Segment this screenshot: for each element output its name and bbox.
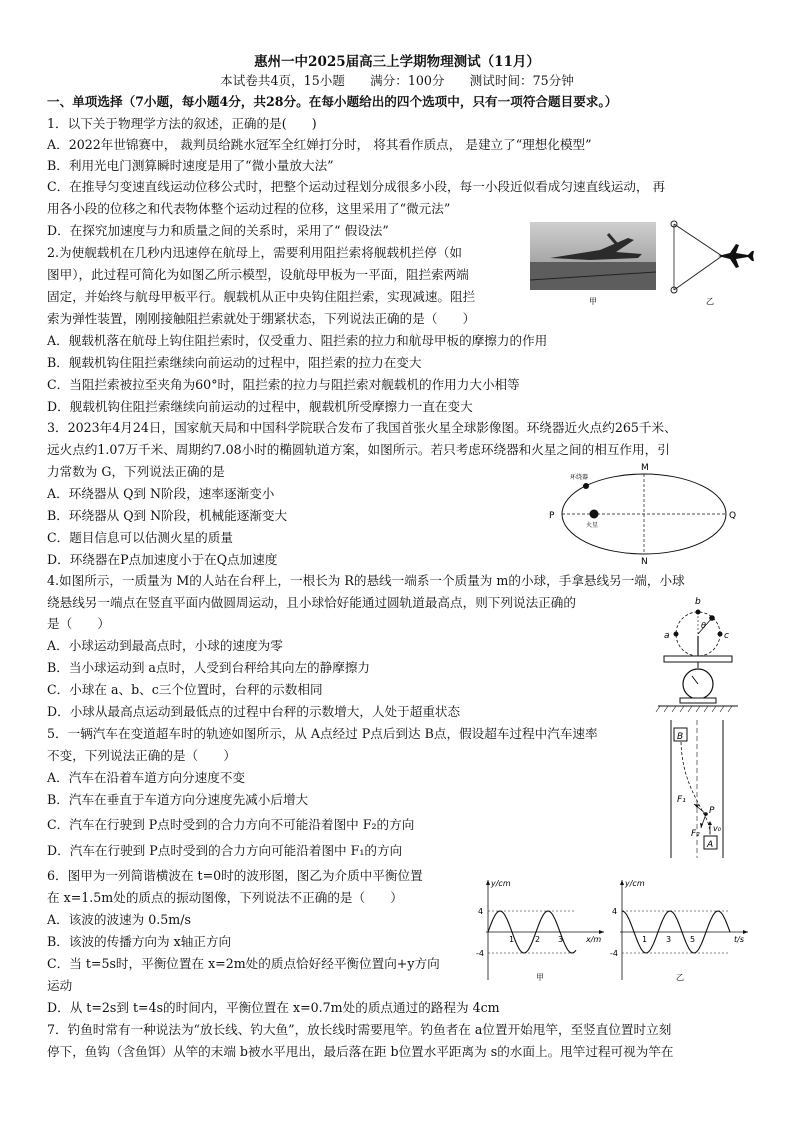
q6-option-c: C．当 t=5s时，平衡位置在 x=2m处的质点恰好经平衡位置向+y方向 <box>47 956 440 971</box>
ground-hatch <box>656 706 732 712</box>
q7-stem-1: 7．钓鱼时常有一种说法为“放长线、钓大鱼”，放长线时需要甩竿。钓鱼者在 a位置开始甩竿，至竖直位置时立刻 <box>47 1022 672 1037</box>
y-tick-neg: -4 <box>476 949 484 958</box>
x-tick-1: 1 <box>509 935 515 944</box>
label-A: A <box>707 840 714 850</box>
y-tick-neg: -4 <box>610 949 618 958</box>
label-P: P <box>709 806 715 816</box>
q6-option-b: B．该波的传播方向为 x轴正方向 <box>47 934 232 949</box>
y-axis-arrow <box>620 880 624 885</box>
q4-stem-3: 是（ ） <box>47 616 110 631</box>
q6-wave-svg <box>476 874 610 986</box>
x-tick-3: 3 <box>558 935 564 944</box>
label-B: B <box>677 732 684 742</box>
page-title: 惠州一中2025届高三上学期物理测试（11月） <box>254 54 540 70</box>
q3-option-d: D．环绕器在P点加速度小于在Q点加速度 <box>47 552 278 567</box>
q2-label-jia: 甲 <box>589 297 597 306</box>
q4-option-b: B．当小球运动到 a点时，人受到台秤给其向左的静摩擦力 <box>47 660 371 675</box>
orbiter-icon <box>583 483 589 489</box>
q3-orbit-svg <box>540 460 740 566</box>
q1-option-a: A．2022年世锦赛中， 裁判员给跳水冠军全红婵打分时， 将其看作质点， 是建立了“理想化模型” <box>47 137 592 152</box>
label-theta: θ <box>701 621 706 630</box>
q2-option-d: D．舰载机钩住阻拦索继续向前运动的过程中，舰载机所受摩擦力一直在变大 <box>47 399 473 414</box>
q4-option-a: A．小球运动到最高点时，小球的速度为零 <box>47 638 283 653</box>
ylabel: y/cm <box>491 879 511 888</box>
mars-label: 火星 <box>586 522 599 529</box>
q3-stem-3: 力常数为 G，下列说法正确的是 <box>47 464 225 479</box>
q1-option-b: B．利用光电门测算瞬时速度是用了“微小量放大法” <box>47 158 334 173</box>
q3-option-a: A．环绕器从 Q到 N阶段，速率逐渐变小 <box>47 486 275 501</box>
scale-base <box>680 698 716 703</box>
ylabel: y/cm <box>625 879 645 888</box>
q5-stem-1: 5．一辆汽车在变道超车时的轨迹如图所示，从 A点经过 P点后到达 B点，假设超车过程中汽车速率 <box>47 726 598 741</box>
q2-option-b: B．舰载机钩住阻拦索继续向前运动的过程中，阻拦索的拉力在变大 <box>47 355 422 370</box>
label-F2: F₂ <box>691 829 700 839</box>
label-yi: 乙 <box>676 973 684 982</box>
label-b: b <box>695 597 701 607</box>
t-tick-3: 3 <box>666 935 672 944</box>
cable-lower <box>674 256 722 290</box>
q5-option-c: C．汽车在行驶到 P点时受到的合力方向不可能沿着图中 F₂的方向 <box>47 817 415 832</box>
q6-vibration-graph <box>612 874 752 986</box>
q1-option-c-cont: 用各小段的位移之和代表物体整个运动过程的位移，这里采用了“微元法” <box>47 201 451 216</box>
q1-stem: 1．以下关于物理学方法的叙述，正确的是( ) <box>47 116 317 131</box>
y-tick-pos: 4 <box>612 907 618 916</box>
q4-figure-svg <box>652 596 744 716</box>
jet-silhouette-icon <box>718 244 754 268</box>
cable-upper <box>674 224 722 256</box>
platform <box>664 656 732 662</box>
q6-option-a: A．该波的波速为 0.5m/s <box>47 912 191 927</box>
point-N: N <box>641 557 648 567</box>
q5-figure-svg <box>668 718 726 860</box>
q2-stem-1: 2.为使舰载机在几秒内迅速停在航母上，需要利用阻拦索将舰载机拦停（如 <box>47 245 463 260</box>
mars-icon <box>590 510 599 519</box>
trajectory <box>681 742 710 836</box>
section-heading: 一、单项选择（7小题，每小题4分，共28分。在每小题给出的四个选项中，只有一项符合题目要求。） <box>47 94 618 109</box>
q4-stem-1: 4.如图所示，一质量为 M的人站在台秤上，一根长为 R的悬线一端系一个质量为 m的小球，手拿悬线另一端，小球 <box>47 573 685 588</box>
ball-c <box>718 632 723 637</box>
q2-label-yi: 乙 <box>706 297 714 306</box>
q4-figure <box>652 596 744 716</box>
y-tick-pos: 4 <box>478 907 484 916</box>
label-c: c <box>724 631 729 641</box>
q5-option-b: B．汽车在垂直于车道方向分速度先减小后增大 <box>47 792 309 807</box>
ball-b <box>696 610 701 615</box>
label-a: a <box>664 631 670 641</box>
orbiter-label: 环绕器 <box>570 474 589 481</box>
q3-orbit-figure <box>540 460 740 566</box>
q2-stem-3: 固定，并始终与航母甲板平行。舰载机从正中央钩住阻拦索，实现减速。阻拦 <box>47 289 476 304</box>
point-P: P <box>549 511 555 521</box>
point-M: M <box>641 463 649 473</box>
t-tick-5: 5 <box>690 935 696 944</box>
q3-stem-2: 远火点约1.07万千米、周期约7.08小时的椭圆轨道方案，如图所示。若只考虑环绕器和火星之间的相互作用，引 <box>47 442 670 457</box>
q6-option-d: D．从 t=2s到 t=4s的时间内，平衡位置在 x=0.7m处的质点通过的路程为 4cm <box>47 1000 500 1015</box>
q7-stem-2: 停下，鱼钩（含鱼饵）从竿的末端 b被水平甩出，最后落在距 b位置水平距离为 s的水面上。甩竿过程可视为竿在 <box>47 1044 674 1059</box>
q3-stem-1: 3．2023年4月24日，国家航天局和中国科学院联合发布了我国首张火星全球影像图。环绕器近火点约265千米、 <box>47 420 677 435</box>
label-v0: v₀ <box>713 824 721 833</box>
velocity-head <box>708 821 712 825</box>
q6-wave-graph <box>476 874 610 986</box>
q5-figure <box>668 718 726 860</box>
tlabel: t/s <box>734 935 744 944</box>
q4-stem-2: 绕悬线另一端点在竖直平面内做圆周运动，且小球恰好能通过圆轨道最高点，则下列说法正确的 <box>47 595 576 610</box>
label-F1: F₁ <box>677 795 686 805</box>
t-tick-1: 1 <box>642 935 648 944</box>
page-subtitle: 本试卷共4页，15小题 满分：100分 测试时间：75分钟 <box>220 73 574 88</box>
q6-option-c-cont: 运动 <box>47 978 73 993</box>
q2-option-a: A．舰载机落在航母上钩住阻拦索时，仅受重力、阻拦索的拉力和航母甲板的摩擦力的作用 <box>47 333 548 348</box>
q2-option-c: C．当阻拦索被拉至夹角为60°时，阻拦索的拉力与阻拦索对舰载机的作用力大小相等 <box>47 377 520 392</box>
q5-option-a: A．汽车在沿着车道方向分速度不变 <box>47 770 246 785</box>
label-jia: 甲 <box>536 973 544 982</box>
x-axis-arrow <box>599 930 604 934</box>
q4-option-c: C．小球在 a、b、c三个位置时，台秤的示数相同 <box>47 682 323 697</box>
t-axis-arrow <box>743 930 748 934</box>
q6-stem-1: 6．图甲为一列简谐横波在 t=0时的波形图，图乙为介质中平衡位置 <box>47 868 423 883</box>
x-tick-2: 2 <box>535 935 541 944</box>
q6-vibration-svg <box>612 874 752 986</box>
q3-option-b: B．环绕器从 Q到 N阶段，机械能逐渐变大 <box>47 508 288 523</box>
q1-option-d: D．在探究加速度与力和质量之间的关系时，采用了“ 假设法” <box>47 223 389 238</box>
ball <box>709 615 715 621</box>
q1-option-c: C．在推导匀变速直线运动位移公式时，把整个运动过程划分成很多小段，每一小段近似看成匀速直线运动， 再 <box>47 179 666 194</box>
q2-figure <box>530 220 755 308</box>
q4-option-d: D．小球从最高点运动到最低点的过程中台秤的示数增大，人处于超重状态 <box>47 704 461 719</box>
q2-stem-2: 图甲），此过程可简化为如图乙所示模型，设航母甲板为一平面，阻拦索两端 <box>47 267 469 282</box>
q2-figure-svg <box>530 220 755 308</box>
point-Q: Q <box>729 511 737 521</box>
q2-stem-4: 索为弹性装置，刚刚接触阻拦索就处于绷紧状态，下列说法正确的是（ ） <box>47 311 476 326</box>
q6-stem-2: 在 x=1.5m处的质点的振动图像，下列说法不正确的是（ ） <box>47 890 403 905</box>
q5-stem-2: 不变，下列说法正确的是（ ） <box>47 748 236 763</box>
ball-a <box>674 632 679 637</box>
xlabel: x/m <box>586 935 602 944</box>
q5-option-d: D．汽车在行驶到 P点时受到的合力方向可能沿着图中 F₁的方向 <box>47 843 403 858</box>
y-axis-arrow <box>486 880 490 885</box>
q3-option-c: C．题目信息可以估测火星的质量 <box>47 530 233 545</box>
